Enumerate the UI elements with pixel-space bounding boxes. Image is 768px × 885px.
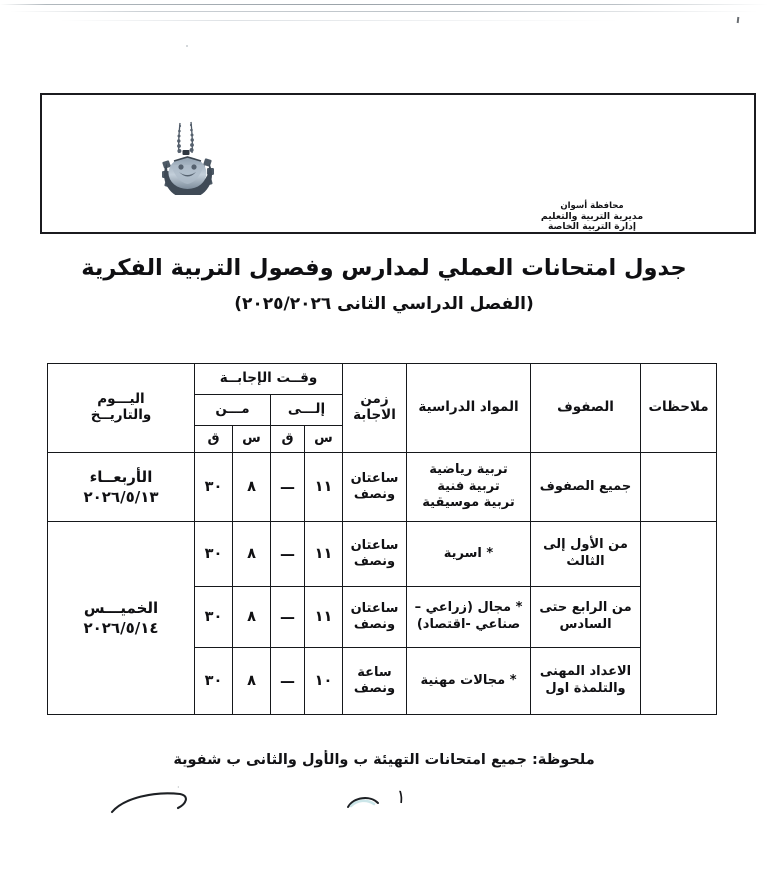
cell-classes [531, 522, 641, 587]
table-row [48, 453, 717, 522]
duration-line: ساعة [357, 664, 392, 680]
class-line: من الرابع حتى [539, 600, 632, 616]
duration-line: ونصف [353, 681, 396, 696]
cell-notes [641, 453, 717, 522]
col-header-from: مـــن [195, 395, 271, 426]
cell-day-date [48, 522, 195, 715]
cell-to-hours: ١١ [305, 587, 343, 648]
cell-to-minutes: — [271, 648, 305, 715]
cell-classes [531, 587, 641, 648]
class-line: من الأول إلى [543, 537, 628, 553]
letterhead-administration: إدارة التربية الخاصة [547, 221, 637, 232]
subject-line: تربية موسيقية [422, 495, 515, 511]
col-header-day-date [48, 364, 195, 453]
day-name: الخميـــس [83, 598, 159, 617]
subject-line: * مجال (زراعي – [414, 600, 523, 616]
cell-from-minutes: ٣٠ [195, 648, 233, 715]
handwritten-signature-mark [110, 790, 196, 816]
cell-classes [531, 648, 641, 715]
cell-notes [641, 522, 717, 715]
letterhead-box [40, 93, 756, 234]
scan-artifact-line-top [0, 4, 768, 5]
cell-from-minutes: ٣٠ [195, 453, 233, 522]
cell-from-hours: ٨ [233, 522, 271, 587]
subject-line: * اسرية [443, 545, 494, 561]
cell-subjects [407, 587, 531, 648]
page-number: ١ [395, 785, 408, 809]
cell-from-minutes: ٣٠ [195, 522, 233, 587]
col-header-to-hours: س [305, 426, 343, 453]
day-date: ٢٠٢٦/٥/١٣ [83, 488, 159, 506]
col-header-from-hours: س [233, 426, 271, 453]
col-header-from-minutes: ق [195, 426, 233, 453]
cell-duration [343, 453, 407, 522]
egypt-eagle-emblem-icon [157, 117, 223, 195]
day-name: الأربعــاء [89, 467, 153, 486]
class-line: الثالث [566, 554, 605, 569]
cell-subjects [407, 522, 531, 587]
cell-from-hours: ٨ [233, 587, 271, 648]
duration-line: ساعتان [350, 470, 399, 486]
scan-artifact-line-top-secondary [10, 11, 758, 12]
col-header-day-line1: اليـــوم [97, 391, 145, 408]
cell-from-hours: ٨ [233, 453, 271, 522]
col-header-notes: ملاحظات [641, 364, 717, 453]
letterhead-directorate: مديرية التربية والتعليم [540, 211, 644, 222]
schedule-table-container [48, 363, 717, 715]
col-header-duration [343, 364, 407, 453]
cell-subjects [407, 648, 531, 715]
cell-duration [343, 648, 407, 715]
col-header-to-minutes: ق [271, 426, 305, 453]
footnote-text: ملحوظة: جميع امتحانات التهيئة ب والأول والثانى ب شفوية [173, 752, 595, 768]
cell-subjects [407, 453, 531, 522]
cell-to-minutes: — [271, 522, 305, 587]
page-title: جدول امتحانات العملي لمدارس وفصول التربية الفكرية [81, 255, 687, 281]
col-header-duration-line2: الاجابة [353, 407, 396, 423]
page-subtitle: (الفصل الدراسي الثانى ٢٠٢٥/٢٠٢٦) [234, 294, 534, 314]
letterhead-department-text [514, 202, 670, 232]
duration-line: ونصف [353, 554, 396, 569]
cell-to-hours: ١١ [305, 453, 343, 522]
col-header-duration-line1: زمن [360, 391, 389, 408]
cell-to-hours: ١١ [305, 522, 343, 587]
cell-from-hours: ٨ [233, 648, 271, 715]
scan-artifact-speck [186, 45, 188, 47]
scan-artifact-mark: · [177, 783, 180, 792]
cell-day-date [48, 453, 195, 522]
day-date: ٢٠٢٦/٥/١٤ [83, 619, 159, 637]
exam-schedule-table [47, 363, 717, 715]
duration-line: ساعتان [350, 537, 399, 553]
cell-to-minutes: — [271, 453, 305, 522]
cell-from-minutes: ٣٠ [195, 587, 233, 648]
table-header-row-1 [48, 364, 717, 395]
scan-artifact-tick [737, 17, 740, 23]
subject-line: * مجالات مهنية [420, 672, 517, 688]
cell-to-minutes: — [271, 587, 305, 648]
cell-duration [343, 522, 407, 587]
scan-artifact-line-top-tertiary [60, 20, 620, 21]
col-header-to: إلـــى [271, 395, 343, 426]
col-header-classes: الصفوف [531, 364, 641, 453]
duration-line: ونصف [353, 617, 396, 632]
duration-line: ساعتان [350, 600, 399, 616]
col-header-day-line2: والتاريــخ [90, 407, 152, 423]
class-line: جميع الصفوف [539, 478, 632, 494]
duration-line: ونصف [353, 487, 396, 502]
cell-duration [343, 587, 407, 648]
subject-line: تربية فنية [437, 478, 500, 494]
class-line: والتلمذة اول [545, 681, 626, 696]
col-header-subjects: المواد الدراسية [407, 364, 531, 453]
handwritten-curve-mark [345, 793, 385, 811]
table-row [48, 522, 717, 587]
cell-to-hours: ١٠ [305, 648, 343, 715]
class-line: الاعداد المهنى [539, 664, 632, 680]
cell-classes [531, 453, 641, 522]
subject-line: صناعي -اقتصاد) [416, 617, 521, 632]
letterhead-governorate: محافظة أسوان [560, 201, 624, 212]
class-line: السادس [559, 617, 612, 632]
subject-line: تربية رياضية [429, 461, 508, 477]
col-header-answer-time: وقــت الإجابــة [195, 364, 343, 395]
